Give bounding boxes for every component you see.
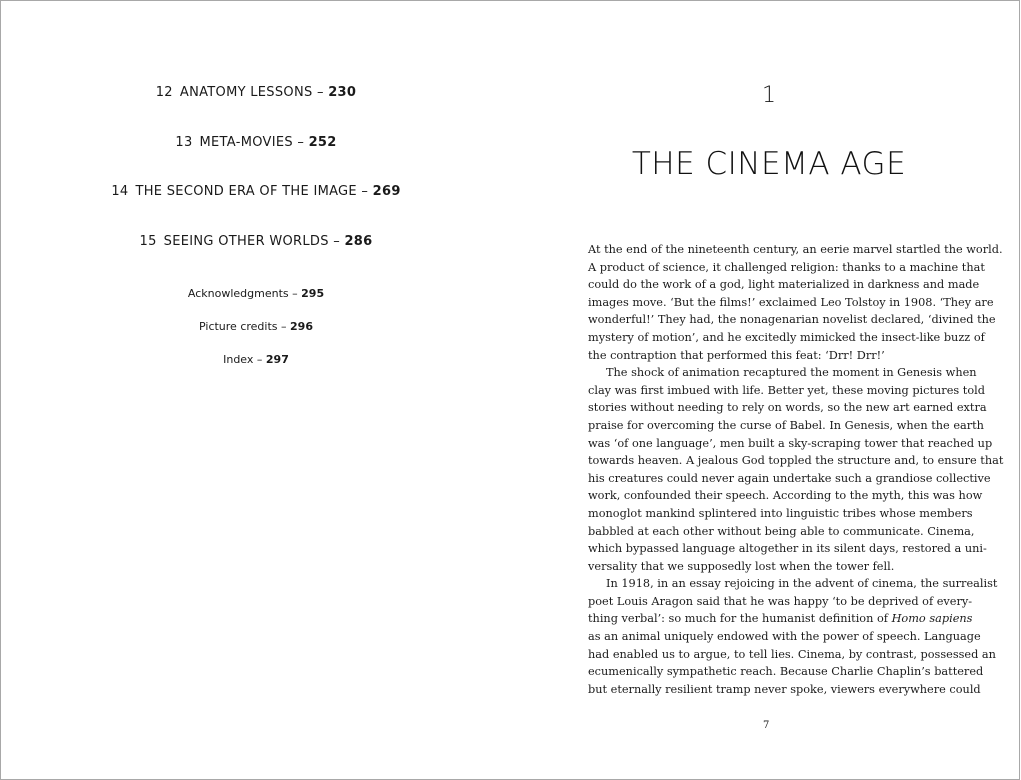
italic-term: Homo sapiens — [891, 612, 973, 626]
text-line — [588, 294, 994, 312]
toc-page-number: 269 — [372, 184, 401, 199]
toc-chapter-title: SEEING OTHER WORLDS — [163, 234, 329, 249]
text-line-content: the contraption that performed this feat: ‘Drr! Drr!’ — [588, 348, 885, 362]
toc-chapter-title: THE SECOND ERA OF THE IMAGE — [135, 184, 357, 199]
text-line — [588, 452, 1004, 470]
text-line — [588, 364, 977, 382]
text-line-content: work, confounded their speech. According to the myth, this was how — [588, 489, 983, 503]
toc-entry — [1, 234, 511, 249]
text-line — [588, 435, 993, 453]
text-line-content: In 1918, in an essay rejoicing in the advent of cinema, the surrealist — [606, 577, 998, 591]
text-line — [588, 540, 987, 558]
text-line — [588, 259, 985, 277]
text-line-content: ecumenically sympathetic reach. Because Charlie Chaplin’s battered — [588, 665, 984, 679]
chapter-body-text — [588, 241, 1004, 698]
toc-separator: – — [356, 184, 373, 199]
toc-page-number: 286 — [344, 234, 373, 249]
text-line-content: thing verbal’: so much for the humanist definition of — [588, 612, 892, 626]
toc-page-number: 252 — [308, 135, 337, 150]
text-line — [588, 523, 975, 541]
toc-backmatter-title: Picture credits — [199, 320, 278, 333]
text-line-content: stories without needing to rely on words, so the new art earned extra — [588, 401, 987, 415]
toc-entry — [1, 184, 511, 199]
toc-chapter-title: META-MOVIES — [199, 135, 293, 150]
toc-backmatter-entry — [1, 353, 511, 366]
text-line — [588, 646, 996, 664]
toc-separator: – — [288, 287, 302, 300]
text-line — [588, 487, 983, 505]
text-line — [588, 276, 980, 294]
text-line-content: which bypassed language altogether in its silent days, restored a uni- — [588, 542, 987, 556]
text-line-content: praise for overcoming the curse of Babel. In Genesis, when the earth — [588, 418, 984, 432]
toc-separator: – — [292, 135, 309, 150]
text-line-content: monoglot mankind splintered into linguistic tribes whose members — [588, 506, 973, 520]
text-line-content: clay was first imbued with life. Better yet, these moving pictures told — [588, 383, 985, 397]
toc-page-number: 230 — [328, 85, 357, 100]
toc-separator: – — [253, 353, 266, 366]
text-line-content: but eternally resilient tramp never spoke, viewers everywhere could — [588, 682, 981, 696]
toc-page-number: 297 — [265, 353, 289, 366]
text-line-content: was ‘of one language’, men built a sky-scraping tower that reached up — [588, 436, 993, 450]
text-line-content: could do the work of a god, light materialized in darkness and made — [588, 278, 980, 292]
text-line — [588, 575, 998, 593]
toc-chapter-number: 15 — [139, 234, 157, 249]
text-line — [588, 399, 987, 417]
toc-backmatter-entry — [1, 320, 511, 333]
text-line-content: poet Louis Aragon said that he was happy ‘to be deprived of every- — [588, 594, 973, 608]
text-line — [588, 681, 981, 699]
toc-chapter-number: 13 — [175, 135, 193, 150]
toc-separator: – — [328, 234, 345, 249]
toc-backmatter-entry — [1, 287, 511, 300]
text-line-content: as an animal uniquely endowed with the power of speech. Language — [588, 630, 981, 644]
toc-backmatter-title: Acknowledgments — [187, 287, 289, 300]
text-line-content: versality that we supposedly lost when the tower fell. — [588, 559, 895, 573]
text-line-content: At the end of the nineteenth century, an eerie marvel startled the world. — [588, 243, 1003, 256]
chapter-number: 1 — [762, 83, 776, 108]
text-line — [588, 593, 973, 611]
text-line — [588, 628, 981, 646]
text-line — [588, 329, 985, 347]
text-line — [588, 311, 996, 329]
page-number: 7 — [763, 720, 770, 731]
toc-separator: – — [312, 85, 329, 100]
chapter-title: THE CINEMA AGE — [631, 146, 907, 182]
text-line-content: wonderful!’ They had, the nonagenarian novelist declared, ‘divined the — [588, 313, 996, 327]
text-line — [588, 558, 951, 576]
text-line-content: A product of science, it challenged religion: thanks to a machine that — [588, 260, 985, 274]
text-line-content: babbled at each other without being able to communicate. Cinema, — [588, 524, 975, 538]
text-line-content: images move. ‘But the films!’ exclaimed Leo Tolstoy in 1908. ‘They are — [588, 295, 994, 309]
toc-chapter-number: 14 — [111, 184, 129, 199]
text-line — [588, 663, 984, 681]
toc-page-number: 296 — [290, 320, 313, 333]
text-line-content: mystery of motion’, and he excitedly mimicked the insect-like buzz of — [588, 330, 985, 344]
text-line — [588, 347, 951, 365]
text-line — [588, 610, 973, 628]
text-line — [588, 241, 1003, 259]
text-line — [588, 382, 985, 400]
text-line-content: towards heaven. A jealous God toppled the structure and, to ensure that — [588, 454, 1004, 468]
toc-entry — [1, 135, 511, 150]
text-line-content: The shock of animation recaptured the moment in Genesis when — [606, 366, 977, 380]
toc-backmatter-title: Index — [223, 353, 254, 366]
toc-chapter-number: 12 — [155, 85, 173, 100]
text-line-content: had enabled us to argue, to tell lies. Cinema, by contrast, possessed an — [588, 647, 996, 661]
text-line — [588, 470, 991, 488]
toc-separator: – — [277, 320, 291, 333]
toc-chapter-title: ANATOMY LESSONS — [179, 85, 313, 100]
text-line-content: his creatures could never again undertake such a grandiose collective — [588, 471, 991, 485]
text-line — [588, 505, 973, 523]
toc-page-number: 295 — [301, 287, 325, 300]
text-line — [588, 417, 984, 435]
